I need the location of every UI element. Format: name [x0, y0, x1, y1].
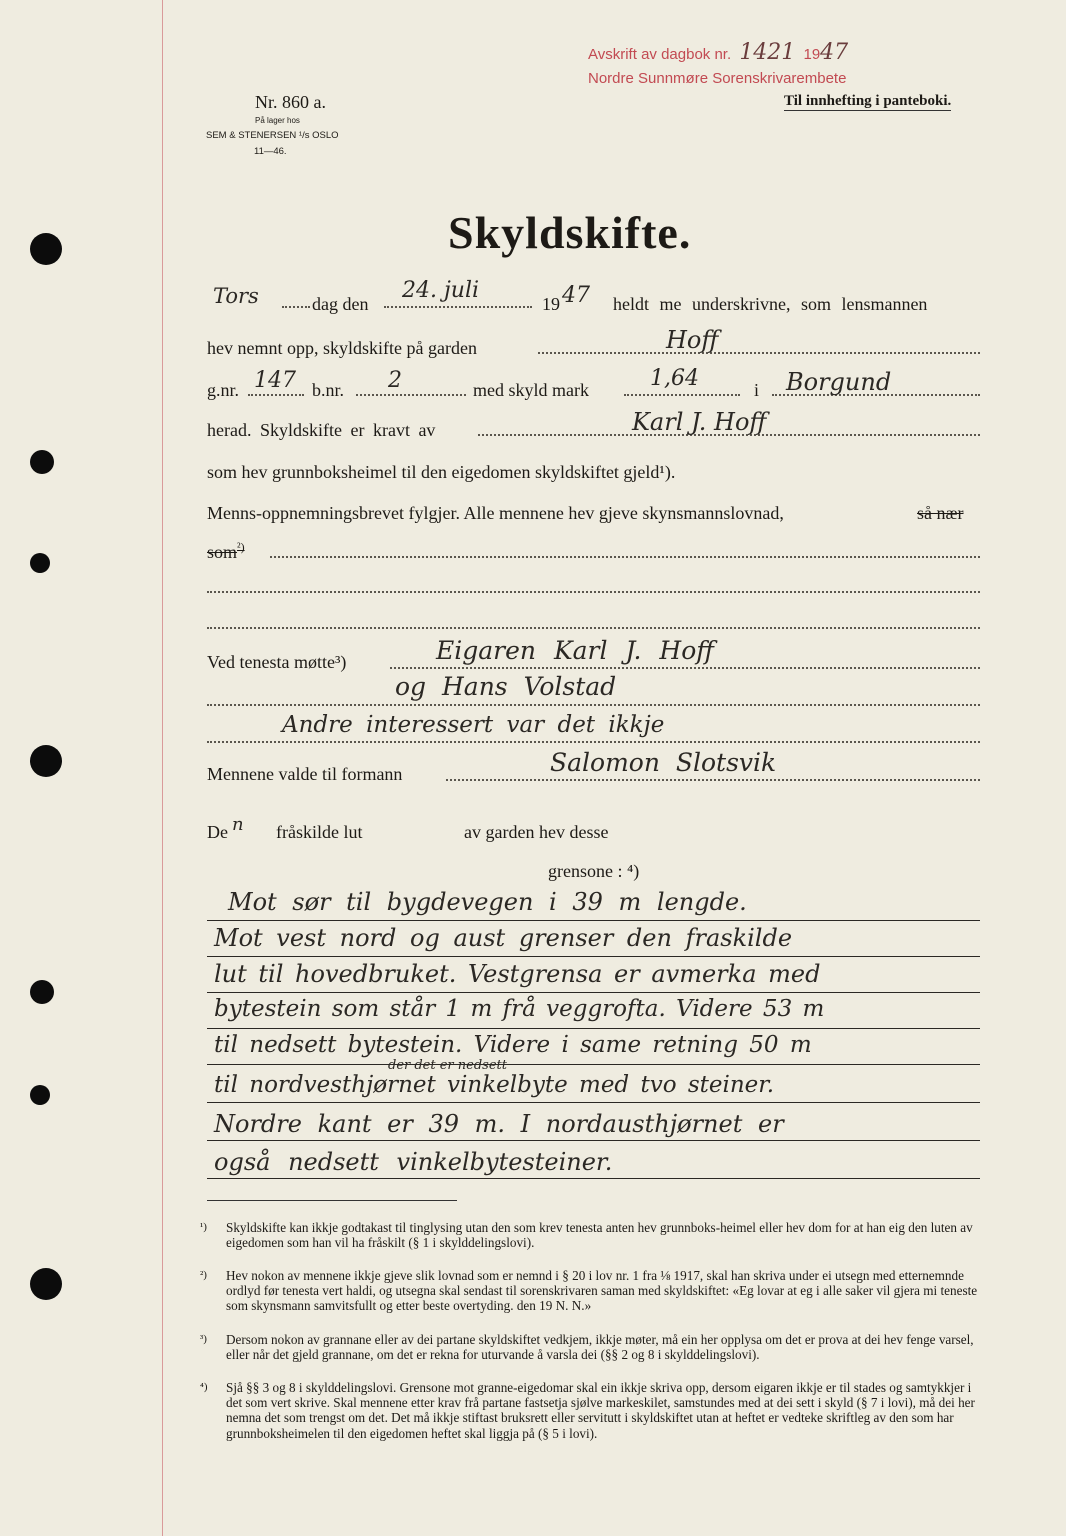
binder-hole-4 — [30, 745, 62, 777]
gnr-label: g.nr. — [207, 380, 240, 400]
requester: Karl J. Hoff — [632, 408, 767, 436]
skyld-label: med skyld mark — [473, 380, 589, 400]
formann-label: Mennene valde til formann — [207, 764, 403, 784]
herad-label: herad. Skyldskifte er kravt av — [207, 420, 436, 440]
underline — [207, 1102, 980, 1103]
year-prefix: 19 — [542, 294, 560, 314]
binding-note: Til innhefting i panteboki. — [784, 93, 952, 109]
weekday: Tors — [213, 284, 259, 308]
dotted-line — [624, 394, 740, 396]
boundary-insert: der det er nedsett — [388, 1058, 507, 1073]
gnr-value: 147 — [254, 368, 296, 393]
intro-rest: heldt me underskrivne, som lensmannen — [613, 294, 928, 314]
attendee-1: Eigaren Karl J. Hoff — [436, 636, 714, 665]
stamp-year: 47 — [820, 40, 849, 65]
binder-hole-6 — [30, 1085, 50, 1105]
dotted-line — [207, 591, 980, 593]
binder-hole-7 — [30, 1268, 62, 1300]
underline — [207, 1064, 980, 1065]
i-label: i — [754, 380, 760, 400]
underline — [207, 920, 980, 921]
skyld-value: 1,64 — [650, 366, 699, 391]
boundary-line-3: lut til hovedbruket. Vestgrensa er avmerka med — [214, 960, 821, 988]
form-number: Nr. 860 a. — [255, 92, 326, 112]
binder-hole-1 — [30, 233, 62, 265]
dotted-line — [207, 741, 980, 743]
underline — [207, 956, 980, 957]
struck-text-2-word: som — [207, 542, 238, 562]
dotted-line — [207, 627, 980, 629]
margin-line — [162, 0, 163, 1536]
fraskilde-label: fråskilde lut — [276, 822, 363, 842]
year: 47 — [562, 283, 590, 308]
de-prefix: De — [207, 822, 228, 842]
underline — [207, 1140, 980, 1141]
footnote-1-text: Skyldskifte kan ikkje godtakast til tinglysing utan den som krev tenesta anten hev grunnboks-heimel eller hev dom for at han eig den luten av eigedomen som han vil ha fråskilt (§ 1 i skylddelingslovi). — [226, 1220, 973, 1251]
menns-line: Menns-oppnemningsbrevet fylgjer. Alle mennene hev gjeve skynsmannslovnad, — [207, 503, 784, 523]
grensone-label: grensone : ⁴) — [548, 861, 640, 881]
boundary-line-6: til nordvesthjørnet vinkelbyte med tvo steiner. — [214, 1072, 775, 1098]
dotted-line — [384, 306, 532, 308]
grunnbok-line: som hev grunnboksheimel til den eigedomen skyldskiftet gjeld¹). — [207, 462, 676, 482]
dotted-line — [207, 704, 980, 706]
boundary-line-1: Mot sør til bygdevegen i 39 m lengde. — [228, 888, 747, 916]
struck-text-2 — [207, 540, 245, 563]
de-suffix: n — [232, 814, 244, 835]
dotted-line — [282, 306, 310, 308]
boundary-line-4: bytestein som står 1 m frå veggrofta. Videre 53 m — [214, 996, 825, 1022]
stamp-number: 1421 — [739, 40, 796, 65]
binder-hole-5 — [30, 980, 54, 1004]
footnote-3-text: Dersom nokon av grannane eller av dei partane skyldskiftet vedkjem, ikkje møter, må ein her opplysa om det er prova at dei hev fenge varsel, eller når det gjeld grannane, om det er rekna for uturvande å varsla dei (§§ 2 og 8 i skylddelingslovi). — [226, 1332, 974, 1363]
formann-name: Salomon Slotsvik — [550, 748, 777, 777]
stamp-year-prefix: 19 — [803, 46, 821, 63]
attendee-2: og Hans Volstad — [395, 672, 617, 701]
underline — [207, 992, 980, 993]
date-label: dag den — [312, 294, 369, 314]
ved-label: Ved tenesta møtte³) — [207, 652, 347, 672]
underline — [207, 1178, 980, 1179]
municipality: Borgund — [786, 368, 892, 396]
stamp-prefix: Avskrift av dagbok nr. — [588, 46, 732, 63]
dotted-line — [538, 352, 980, 354]
bnr-value: 2 — [388, 368, 402, 393]
boundary-line-2: Mot vest nord og aust grenser den fraskilde — [214, 924, 793, 952]
boundary-line-8: også nedsett vinkelbytesteiner. — [214, 1148, 613, 1176]
registry-stamp — [588, 40, 848, 65]
dotted-line — [390, 667, 980, 669]
binder-hole-3 — [30, 553, 50, 573]
attendee-3: Andre interessert var det ikkje — [282, 712, 665, 738]
underline — [207, 1028, 980, 1029]
printer-line-2: SEM & STENERSEN ¹/s OSLO — [206, 130, 339, 141]
farm-name: Hoff — [666, 326, 719, 354]
stamp-office: Nordre Sunnmøre Sorenskrivarembete — [588, 70, 847, 87]
dotted-line — [446, 779, 980, 781]
dotted-line — [270, 556, 980, 558]
boundary-line-7: Nordre kant er 39 m. I nordausthjørnet er — [214, 1110, 784, 1138]
date: 24. juli — [402, 278, 480, 303]
footnote-2-num: ²) — [200, 1269, 207, 1281]
footnote-3-num: ³) — [200, 1333, 207, 1345]
bnr-label: b.nr. — [312, 380, 345, 400]
line2-label: hev nemnt opp, skyldskifte på garden — [207, 338, 477, 358]
footnote-2-text: Hev nokon av mennene ikkje gjeve slik lovnad som er nemnd i § 20 i lov nr. 1 fra ⅛ 1917, skal han skriva under ei utsegn med etternemnde ordlyd før tenesta vert haldi, og utsegna skal sendast til sorenskrivaren saman med skyldskiftet: «Eg lovar at eg i alle saker vil gjera mi teneste som skynsmann samvitsfullt og etter beste overtyding. den 19 N. N.» — [226, 1268, 978, 1314]
av-garden-label: av garden hev desse — [464, 822, 609, 842]
document-title: Skyldskifte. — [448, 207, 692, 258]
boundary-line-5: til nedsett bytestein. Videre i same retning 50 m — [214, 1032, 812, 1058]
binder-hole-2 — [30, 450, 54, 474]
footnote-4-num: ⁴) — [200, 1381, 208, 1393]
printer-line-3: 11—46. — [254, 146, 287, 157]
footnote-4-text: Sjå §§ 3 og 8 i skylddelingslovi. Grensone mot granne-eigedomar skal ein ikkje skriva opp, dersom eigaren ikkje er til stades og samtykkjer i det som vert skrive. Skal mennene etter krav frå partane fastsetja sjølve markeskilet, samstundes med at dei sett i skyld (§ 7 i lovi), må dei her nemna det som trengst om det. Det må ikkje stiftast bruksrett eller servitutt i skyldskiftet utan at heftet er vedteke skriftleg av den som har grunnboksheimelen til den eigedomen heftet skal liggja på (§ 5 i lovi). — [226, 1380, 975, 1441]
dotted-line — [356, 394, 466, 396]
footnote-1-num: ¹) — [200, 1221, 207, 1233]
dotted-line — [248, 394, 304, 396]
footnote-divider — [207, 1200, 457, 1201]
struck-text-2-sup: ²) — [237, 540, 245, 554]
struck-text-1: så nær — [917, 503, 964, 523]
printer-line-1: På lager hos — [255, 116, 300, 125]
